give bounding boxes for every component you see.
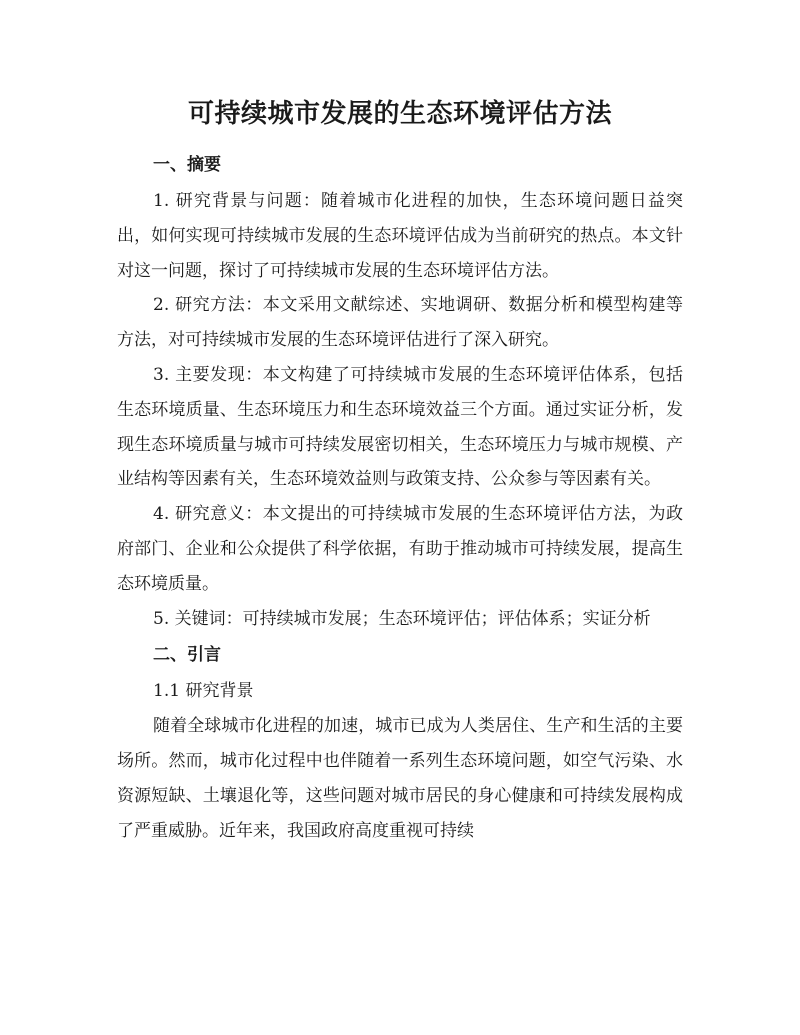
intro-paragraph: 随着全球城市化进程的加速，城市已成为人类居住、生产和生活的主要场所。然而，城市化过程中也伴随着一系列生态环境问题，如空气污染、水资源短缺、土壤退化等，这些问题对城市居民的身心健康和可持续发展构成了严重威胁。近年来，我国政府高度重视可持续: [117, 716, 683, 841]
abstract-item-findings: 3. 主要发现：本文构建了可持续城市发展的生态环境评估体系，包括生态环境质量、生态环境压力和生态环境效益三个方面。通过实证分析，发现生态环境质量与城市可持续发展密切相关，生态环境压力与城市规模、产业结构等因素有关，生态环境效益则与政策支持、公众参与等因素有关。: [117, 364, 683, 490]
document-title: 可持续城市发展的生态环境评估方法: [187, 99, 612, 129]
document-page: [117, 88, 683, 848]
abstract-item-significance: 4. 研究意义：本文提出的可持续城市发展的生态环境评估方法，为政府部门、企业和公众提供了科学依据，有助于推动城市可持续发展，提高生态环境质量。: [117, 504, 683, 594]
abstract-item-background: 1. 研究背景与问题：随着城市化进程的加快，生态环境问题日益突出，如何实现可持续城市发展的生态环境评估成为当前研究的热点。本文针对这一问题，探讨了可持续城市发展的生态环境评估方法。: [117, 191, 683, 281]
intro-subheading: 1.1 研究背景: [153, 681, 254, 702]
abstract-heading: 一、摘要: [153, 155, 221, 175]
abstract-item-keywords: 5. 关键词：可持续城市发展；生态环境评估；评估体系；实证分析: [153, 608, 651, 629]
intro-heading: 二、引言: [153, 645, 221, 666]
abstract-item-methods: 2. 研究方法：本文采用文献综述、实地调研、数据分析和模型构建等方法，对可持续城市发展的生态环境评估进行了深入研究。: [117, 295, 683, 351]
